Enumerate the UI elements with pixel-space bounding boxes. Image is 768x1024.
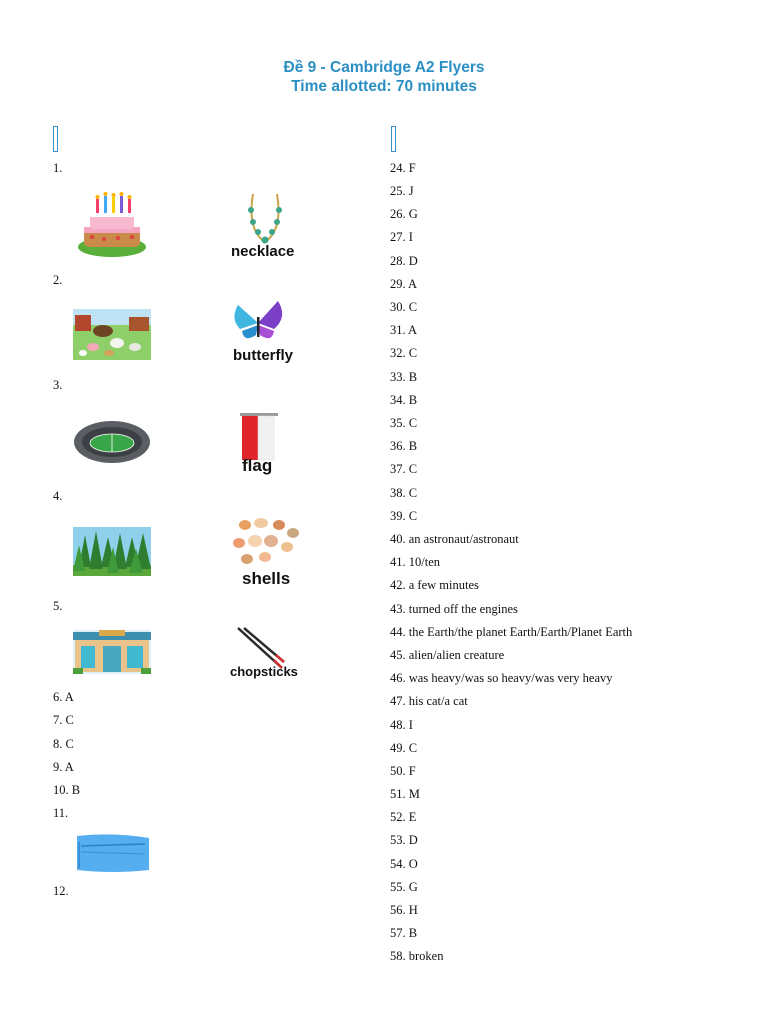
farm-animals-icon: [73, 309, 151, 360]
answer-9: 9. A: [53, 760, 74, 774]
answer-50: 50. F: [390, 764, 416, 778]
answer-42: 42. a few minutes: [390, 578, 479, 592]
answer-8: 8. C: [53, 737, 74, 751]
answer-24: 24. F: [390, 161, 416, 175]
question-12-number: 12.: [53, 884, 69, 898]
answer-56: 56. H: [390, 903, 418, 917]
answer-28: 28. D: [390, 254, 418, 268]
answer-41: 41. 10/ten: [390, 555, 440, 569]
answer-52: 52. E: [390, 810, 417, 824]
word-chopsticks: chopsticks: [230, 664, 298, 679]
forest-icon: [73, 527, 151, 576]
answer-35: 35. C: [390, 416, 418, 430]
page-subtitle: Time allotted: 70 minutes: [291, 78, 477, 95]
answer-44: 44. the Earth/the planet Earth/Earth/Planet Earth: [390, 625, 633, 639]
answer-38: 38. C: [390, 486, 418, 500]
birthday-cake-icon: [72, 187, 152, 263]
answer-45: 45. alien/alien creature: [390, 648, 505, 662]
text-cursor-box-left[interactable]: [53, 126, 58, 152]
answer-25: 25. J: [390, 184, 414, 198]
answer-39: 39. C: [390, 509, 418, 523]
answer-51: 51. M: [390, 787, 420, 801]
answer-37: 37. C: [390, 462, 418, 476]
answer-7: 7. C: [53, 713, 74, 727]
answer-58: 58. broken: [390, 949, 444, 963]
answer-57: 57. B: [390, 926, 418, 940]
answer-31: 31. A: [390, 323, 418, 337]
answer-49: 49. C: [390, 741, 418, 755]
answer-55: 55. G: [390, 880, 418, 894]
question-2-number: 2.: [53, 273, 63, 287]
question-11-number: 11.: [53, 806, 69, 820]
answer-10: 10. B: [53, 783, 81, 797]
answer-27: 27. I: [390, 230, 413, 244]
blue-towel-icon: [73, 832, 151, 874]
text-cursor-box-right[interactable]: [391, 126, 396, 152]
seashells-icon: [231, 515, 303, 567]
answer-53: 53. D: [390, 833, 418, 847]
answer-40: 40. an astronaut/astronaut: [390, 532, 519, 546]
question-1-number: 1.: [53, 161, 63, 175]
page-title: Đề 9 - Cambridge A2 Flyers: [283, 59, 485, 76]
necklace-icon: [245, 190, 285, 246]
answer-48: 48. I: [390, 718, 413, 732]
answer-47: 47. his cat/a cat: [390, 694, 468, 708]
answer-6: 6. A: [53, 690, 74, 704]
stadium-icon: [72, 418, 152, 466]
answer-30: 30. C: [390, 300, 418, 314]
answer-54: 54. O: [390, 857, 418, 871]
word-flag: flag: [242, 456, 273, 475]
question-3-number: 3.: [53, 378, 63, 392]
answer-34: 34. B: [390, 393, 418, 407]
answer-33: 33. B: [390, 370, 418, 384]
answer-32: 32. C: [390, 346, 418, 360]
shop-icon: [73, 630, 151, 674]
word-necklace: necklace: [231, 243, 295, 260]
answer-36: 36. B: [390, 439, 418, 453]
answer-29: 29. A: [390, 277, 418, 291]
question-4-number: 4.: [53, 489, 63, 503]
word-shells: shells: [242, 569, 291, 588]
answer-26: 26. G: [390, 207, 418, 221]
answer-46: 46. was heavy/was so heavy/was very heavy: [390, 671, 613, 685]
answer-43: 43. turned off the engines: [390, 602, 518, 616]
question-5-number: 5.: [53, 599, 63, 613]
word-butterfly: butterfly: [233, 347, 293, 364]
butterfly-icon: [230, 299, 286, 347]
